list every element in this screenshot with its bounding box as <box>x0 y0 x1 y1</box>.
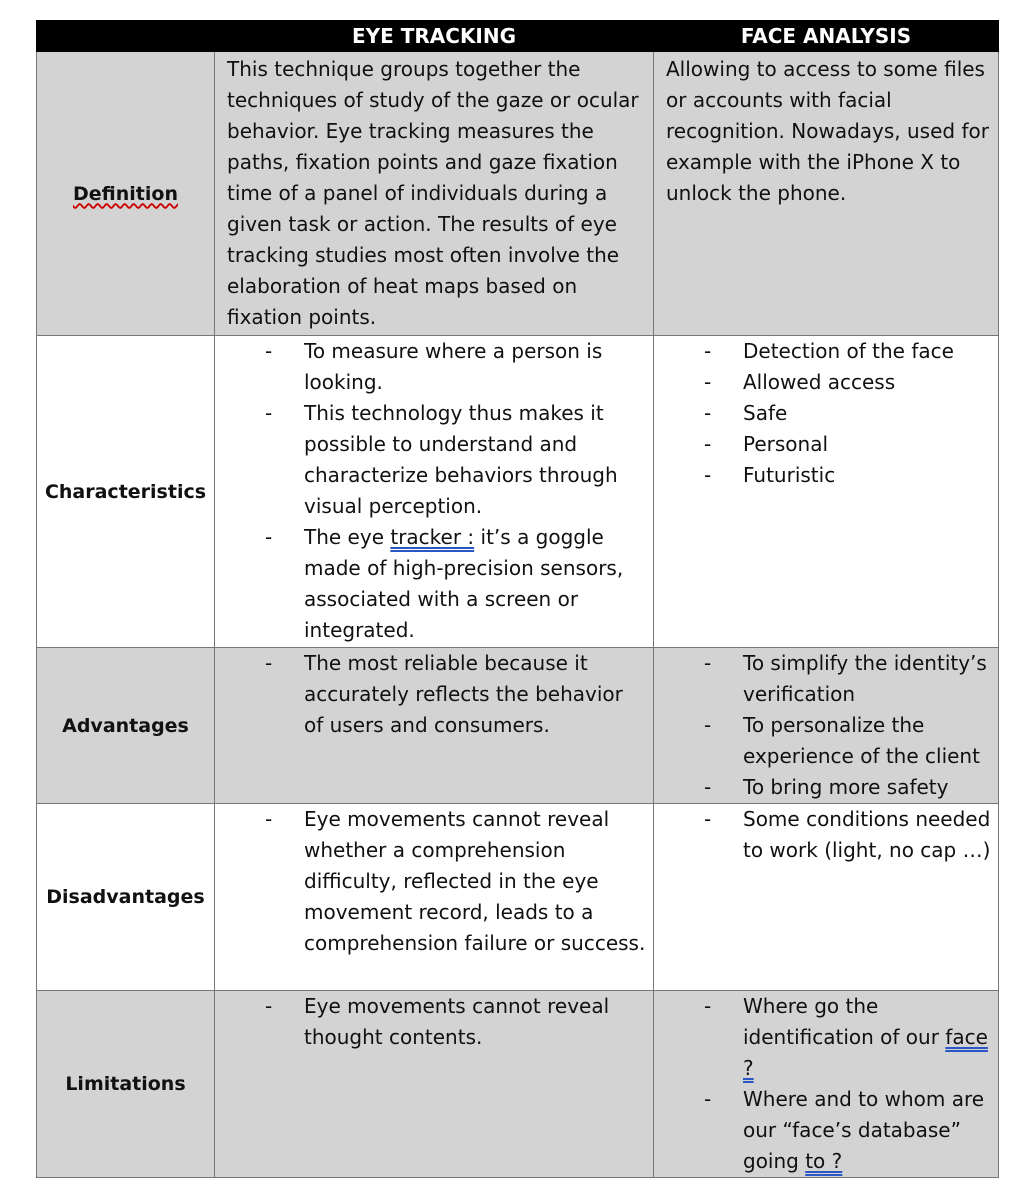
definition-eye-tracking-cell <box>215 52 654 336</box>
header-eye-tracking: EYE TRACKING <box>215 21 654 52</box>
list-item: - Allowed access <box>704 370 896 394</box>
header-corner-cell <box>37 21 215 52</box>
list-item: - Eye movements cannot reveal thought contents. <box>265 994 610 1049</box>
comparison-table <box>36 20 999 1178</box>
limitations-face-analysis-cell <box>654 991 999 1178</box>
list-item: - Eye movements cannot reveal whether a comprehension difficulty, reflected in the eye movement record, leads to a comprehension failure or success. <box>265 807 646 955</box>
underlined-term: face ? <box>743 1025 988 1080</box>
advantages-eye-tracking-cell <box>215 648 654 804</box>
table-row-definition <box>37 52 999 336</box>
row-label-definition <box>37 52 215 336</box>
underlined-term: to ? <box>805 1149 843 1173</box>
list-item: - To bring more safety <box>704 775 949 799</box>
disadvantages-eye-tracking-cell <box>215 804 654 991</box>
header-row <box>37 21 999 52</box>
row-label-disadvantages: Disadvantages <box>37 804 215 991</box>
list-item: - To measure where a person is looking. <box>265 339 603 394</box>
characteristics-eye-tracking-cell <box>215 336 654 648</box>
table-row-advantages <box>37 648 999 804</box>
list-item: - This technology thus makes it possible to understand and characterize behaviors through visual perception. <box>265 401 618 518</box>
list-item: - Some conditions needed to work (light, no cap …) <box>704 807 991 862</box>
row-label-limitations: Limitations <box>37 991 215 1178</box>
table-row-disadvantages <box>37 804 999 991</box>
table-row-characteristics <box>37 336 999 648</box>
underlined-term: tracker : <box>390 525 475 549</box>
list-item: - Detection of the face <box>704 339 954 363</box>
list-item: - To simplify the identity’s verification <box>704 651 987 706</box>
list-item: - Safe <box>704 401 788 425</box>
characteristics-face-analysis-cell <box>654 336 999 648</box>
definition-face-analysis-cell <box>654 52 999 336</box>
list-item: - To personalize the experience of the client <box>704 713 980 768</box>
row-label-characteristics: Characteristics <box>37 336 215 648</box>
definition-face-analysis-text: Allowing to access to some files or accounts with facial recognition. Nowadays, used for example with the iPhone X to unlock the phone. <box>666 57 989 205</box>
list-item: - Personal <box>704 432 829 456</box>
table-row-limitations <box>37 991 999 1178</box>
list-item: - Where go the identification of our face ? <box>704 994 988 1080</box>
row-label-advantages: Advantages <box>37 648 215 804</box>
disadvantages-face-analysis-cell <box>654 804 999 991</box>
definition-eye-tracking-text: This technique groups together the techniques of study of the gaze or ocular behavior. Eye tracking measures the paths, fixation points and gaze fixation time of a panel of individuals during a given task or action. The results of eye tracking studies most often involve the elaboration of heat maps based on fixation points. <box>227 57 639 329</box>
header-face-analysis: FACE ANALYSIS <box>654 21 999 52</box>
list-item: - The eye tracker : it’s a goggle made of high-precision sensors, associated with a screen or integrated. <box>265 525 624 642</box>
advantages-face-analysis-cell <box>654 648 999 804</box>
list-item: - Where and to whom are our “face’s database” going to ? <box>704 1087 985 1173</box>
list-item: - The most reliable because it accurately reflects the behavior of users and consumers. <box>265 651 623 737</box>
list-item: - Futuristic <box>704 463 836 487</box>
row-label-text: Definition <box>73 182 178 205</box>
limitations-eye-tracking-cell <box>215 991 654 1178</box>
